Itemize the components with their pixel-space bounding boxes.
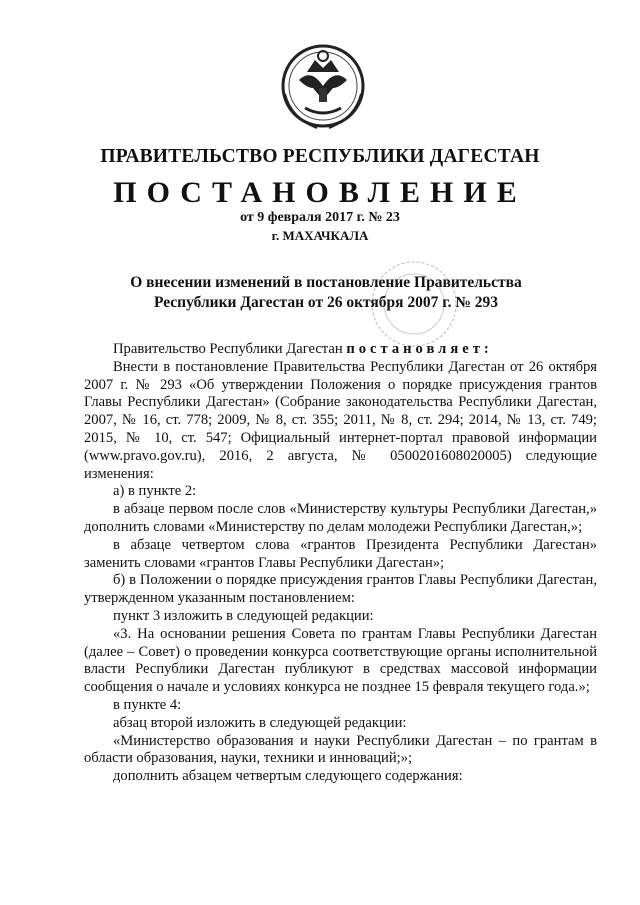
city: г. МАХАЧКАЛА (271, 228, 369, 243)
subject-line-2: Республики Дагестан от 26 октября 2007 г. № 293 (153, 294, 499, 311)
opening-verb: постановляет: (346, 341, 493, 357)
document-subject (100, 273, 552, 313)
date-number: от 9 февраля 2017 г. № 23 (240, 210, 400, 225)
paragraph-3: в абзаце первом после слов «Министерству культуры Республики Дагестан,» дополнить словами «Министерству по делам молодежи Республики Дагестан,»; (84, 501, 597, 535)
paragraph-5: б) в Положении о порядке присуждения грантов Главы Республики Дагестан, утвержденном указанным постановлением: (84, 572, 597, 607)
paragraph-1: Внести в постановление Правительства Республики Дагестан от 26 октября 2007 г. № 293 «Об утверждении Положения о порядке присуждения грантов Главы Республики Дагестан» (Собрание законодательства Республики Дагестан, 2007, № 16, ст. 778; 2009, № 8, ст. 355; 2011, № 8, ст. 294; 2014, № 13, ст. 749; 2015, № 10, ст. 547; Официальный интернет-портал правовой информации (www.pravo.gov.ru), 2016, 2 августа, № 0500201608020005) следующие изменения: (84, 358, 597, 482)
paragraph-2: а) в пункте 2: (113, 483, 197, 500)
opening-prefix: Правительство Республики Дагестан (113, 341, 343, 357)
paragraph-7: «3. На основании решения Совета по грантам Главы Республики Дагестан (далее – Совет) о проведении конкурса соответствующие органы исполнительной власти Республики Дагестан публикуют в средствах массовой информации сообщения о начале и условиях конкурса не позднее 15 февраля текущего года.»; (84, 625, 597, 696)
paragraph-4: в абзаце четвертом слова «грантов Президента Республики Дагестан» заменить словами «грантов Главы Республики Дагестан»; (84, 536, 597, 571)
coat-of-arms-emblem (277, 38, 369, 134)
opening-paragraph (113, 341, 597, 359)
paragraph-6: пункт 3 изложить в следующей редакции: (113, 607, 374, 624)
subject-line-1: О внесении изменений в постановление Правительства (130, 274, 522, 291)
paragraph-9: абзац второй изложить в следующей редакции: (113, 714, 407, 731)
paragraph-8: в пункте 4: (113, 696, 182, 713)
paragraph-10: «Министерство образования и науки Республики Дагестан – по грантам в области образования, науки, техники и инноваций;»; (84, 732, 597, 767)
document-body (84, 341, 597, 786)
document-type-title: ПОСТАНОВЛЕНИЕ (113, 176, 527, 209)
government-title: ПРАВИТЕЛЬСТВО РЕСПУБЛИКИ ДАГЕСТАН (100, 146, 540, 167)
paragraph-11: дополнить абзацем четвертым следующего содержания: (113, 768, 463, 785)
